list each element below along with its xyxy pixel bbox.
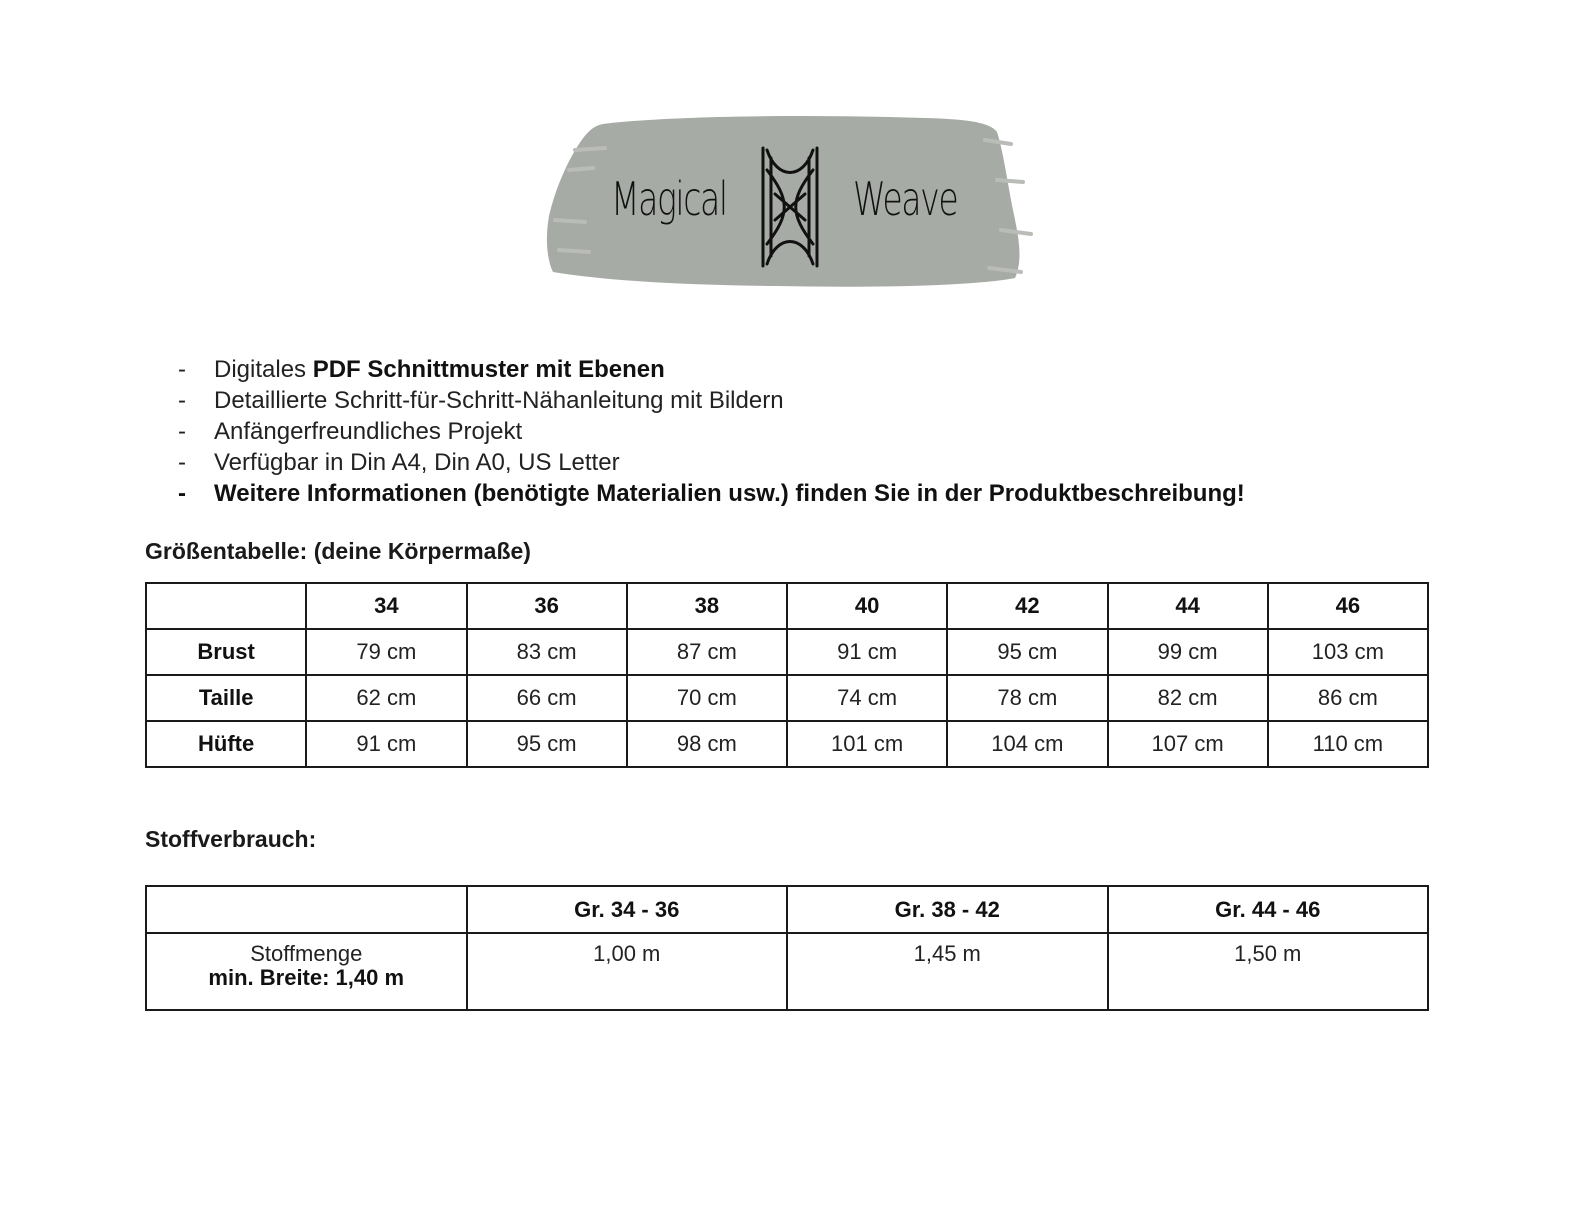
table-cell: 79 cm <box>306 629 466 675</box>
bullet-dash: - <box>178 418 186 445</box>
table-cell: 86 cm <box>1268 675 1428 721</box>
table-header-cell <box>146 583 306 629</box>
bullet-dash: - <box>178 356 186 383</box>
table-header-cell: Gr. 38 - 42 <box>787 886 1108 933</box>
fabric-amount-label: Stoffmenge <box>250 941 363 966</box>
table-header-row <box>146 583 1428 629</box>
table-cell: 104 cm <box>947 721 1107 767</box>
bullet-dash: - <box>178 387 186 414</box>
table-cell: 110 cm <box>1268 721 1428 767</box>
table-cell: 99 cm <box>1108 629 1268 675</box>
table-cell: 107 cm <box>1108 721 1268 767</box>
table-cell: 78 cm <box>947 675 1107 721</box>
table-row <box>146 675 1428 721</box>
table-cell: 98 cm <box>627 721 787 767</box>
table-cell: 1,45 m <box>787 933 1108 1010</box>
table-header-cell: 46 <box>1268 583 1428 629</box>
row-label <box>146 933 467 1010</box>
table-cell: 74 cm <box>787 675 947 721</box>
table-cell: 91 cm <box>306 721 466 767</box>
table-cell: 95 cm <box>467 721 627 767</box>
brand-logo <box>545 110 1035 295</box>
table-cell: 66 cm <box>467 675 627 721</box>
feature-item: - Weitere Informationen (benötigte Materialien usw.) finden Sie in der Produktbeschreibung! <box>178 480 1245 507</box>
table-cell: 1,50 m <box>1108 933 1429 1010</box>
brand-name-right: Weave <box>853 172 958 226</box>
table-cell: 95 cm <box>947 629 1107 675</box>
table-header-cell: 36 <box>467 583 627 629</box>
fabric-table <box>145 885 1429 1011</box>
table-header-cell: 42 <box>947 583 1107 629</box>
table-header-cell: 40 <box>787 583 947 629</box>
table-cell: 87 cm <box>627 629 787 675</box>
table-cell: 70 cm <box>627 675 787 721</box>
table-header-cell: 34 <box>306 583 466 629</box>
table-header-cell: 44 <box>1108 583 1268 629</box>
bullet-dash: - <box>178 449 186 476</box>
fabric-heading: Stoffverbrauch: <box>145 826 317 852</box>
min-width-label: min. Breite: 1,40 m <box>208 965 405 990</box>
table-header-row <box>146 886 1428 933</box>
table-row <box>146 721 1428 767</box>
table-row <box>146 933 1428 1010</box>
brand-name-left: Magical <box>611 172 727 226</box>
feature-list <box>178 354 1245 509</box>
row-label: Hüfte <box>146 721 306 767</box>
feature-item: - Digitales PDF Schnittmuster mit Ebenen <box>178 356 665 383</box>
size-chart-table <box>145 582 1429 768</box>
table-row <box>146 629 1428 675</box>
table-header-cell: Gr. 44 - 46 <box>1108 886 1429 933</box>
table-cell: 83 cm <box>467 629 627 675</box>
bullet-dash: - <box>178 480 186 507</box>
table-cell: 1,00 m <box>467 933 788 1010</box>
size-chart-heading: Größentabelle: (deine Körpermaße) <box>145 538 531 564</box>
table-cell: 91 cm <box>787 629 947 675</box>
table-header-cell <box>146 886 467 933</box>
table-cell: 82 cm <box>1108 675 1268 721</box>
table-header-cell: Gr. 34 - 36 <box>467 886 788 933</box>
feature-item: - Detaillierte Schritt-für-Schritt-Nähanleitung mit Bildern <box>178 387 784 414</box>
row-label: Taille <box>146 675 306 721</box>
table-cell: 101 cm <box>787 721 947 767</box>
feature-item: - Verfügbar in Din A4, Din A0, US Letter <box>178 449 620 476</box>
table-header-cell: 38 <box>627 583 787 629</box>
row-label: Brust <box>146 629 306 675</box>
feature-item: - Anfängerfreundliches Projekt <box>178 418 523 445</box>
table-cell: 62 cm <box>306 675 466 721</box>
table-cell: 103 cm <box>1268 629 1428 675</box>
